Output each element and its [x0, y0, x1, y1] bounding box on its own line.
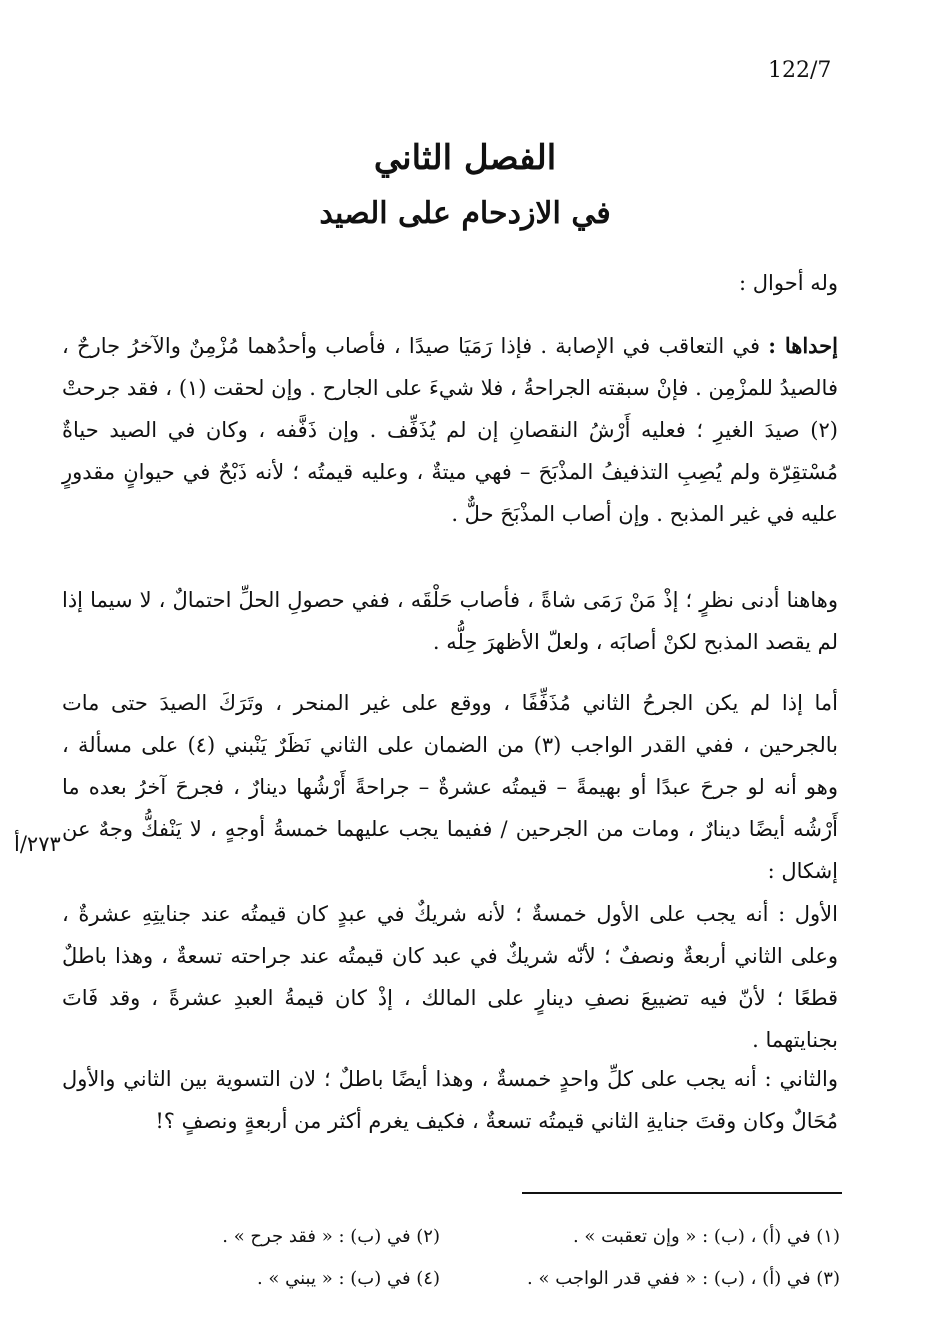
chapter-title: الفصل الثاني — [373, 138, 557, 178]
footnote-divider — [522, 1192, 842, 1194]
paragraph-text: وهاهنا أدنى نظرٍ ؛ إذْ مَنْ رَمَى شاةً ، فأصاب حَلْقَه ، ففي حصولِ الحلِّ احتمالٌ ، لا سيما إذا لم يقصد المذبح لكنْ أصابَه ، ولعلّ الأظهرَ حِلُّه . — [62, 588, 838, 654]
paragraph-3 — [62, 682, 838, 892]
paragraph-2 — [62, 579, 838, 663]
paragraph-text: أما إذا لم يكن الجرحُ الثاني مُذَفِّفًا ، ووقع على غير المنحر ، وتَرَكَ الصيدَ حتى مات بالجرحين ، ففي القدر الواجب (٣) من الضمان على الثاني نَظَرٌ يَنْبني (٤) على مسألة ، وهو أنه لو جرحَ عبدًا أو بهيمةً – قيمتُه عشرةٌ – جراحةً أَرْشُها دينارٌ ، فجرحَ آخرُ بعده ما أَرْشُه أيضًا دينارٌ ، ومات من الجرحين / ففيما يجب عليهما خمسةُ أوجهٍ ، لا يَنْفكُّ وجهٌ عن إشكال : — [62, 691, 839, 883]
paragraph-text: في التعاقب في الإصابة . فإذا رَمَيَا صيدًا ، فأصاب وأحدُهما مُزْمِنٌ والآخرُ جارحٌ ، فالصيدُ للمزْمِن . فإنْ سبقته الجراحةُ ، فلا شيءَ على الجارح . وإن لحقت (١) ، فقد جرحتْ (٢) صيدَ الغيرِ ؛ فعليه أَرْشُ النقصانِ إن لم يُذَفِّف . وإن ذَفَّفه ، وكان في الصيد حياةٌ مُسْتقِرّة ولم يُصِبِ التذفيفُ المذْبَحَ – فهي ميتةٌ ، وعليه قيمتُه ؛ لأنه ذَبْحٌ في حيوانٍ مقدورٍ عليه في غير المذبح . وإن أصاب المذْبَحَ حلٌّ . — [62, 334, 838, 526]
paragraph-text: والثاني : أنه يجب على كلِّ واحدٍ خمسةٌ ، وهذا أيضًا باطلٌ ؛ لان التسوية بين الثاني والأول مُحَالٌ وكان وقتَ جنايةِ الثاني قيمتُه تسعةٌ ، فكيف يغرم أكثر من أربعةٍ ونصفٍ ؟! — [62, 1067, 838, 1133]
paragraph-text: الأول : أنه يجب على الأول خمسةٌ ؛ لأنه شريكٌ في عبدٍ كان قيمتُه عند جنايتِهِ عشرةٌ ، وعلى الثاني أربعةٌ ونصفٌ ؛ لأنّه شريكٌ في عبد كان قيمتُه عند جراحته تسعةٌ ، وهذا باطلٌ قطعًا ؛ لأنّ فيه تضييعَ نصفِ دينارٍ على المالك ، إذْ كان قيمةُ العبدِ عشرةً ، وقد فَاتَ بجنايتهما . — [62, 902, 838, 1052]
paragraph-5 — [62, 1058, 838, 1142]
footnote-4: (٤) في (ب) : « يبني » . — [256, 1268, 440, 1289]
paragraph-lead: إحداها : — [768, 333, 838, 358]
footnote-1: (١) في (أ) ، (ب) : « وإن تعقبت » . — [572, 1226, 840, 1247]
intro-text: وله أحوال : — [739, 271, 838, 295]
margin-folio-note: ٢٧٣/أ — [14, 832, 61, 856]
paragraph-1 — [62, 325, 838, 535]
footnote-3: (٣) في (أ) ، (ب) : « ففي قدر الواجب » . — [527, 1268, 840, 1289]
chapter-subtitle: في الازدحام على الصيد — [319, 196, 611, 231]
page-number: 122/7 — [768, 58, 832, 83]
intro-line — [62, 262, 838, 304]
footnote-2: (٢) في (ب) : « فقد جرح » . — [222, 1226, 440, 1247]
paragraph-4 — [62, 893, 838, 1061]
